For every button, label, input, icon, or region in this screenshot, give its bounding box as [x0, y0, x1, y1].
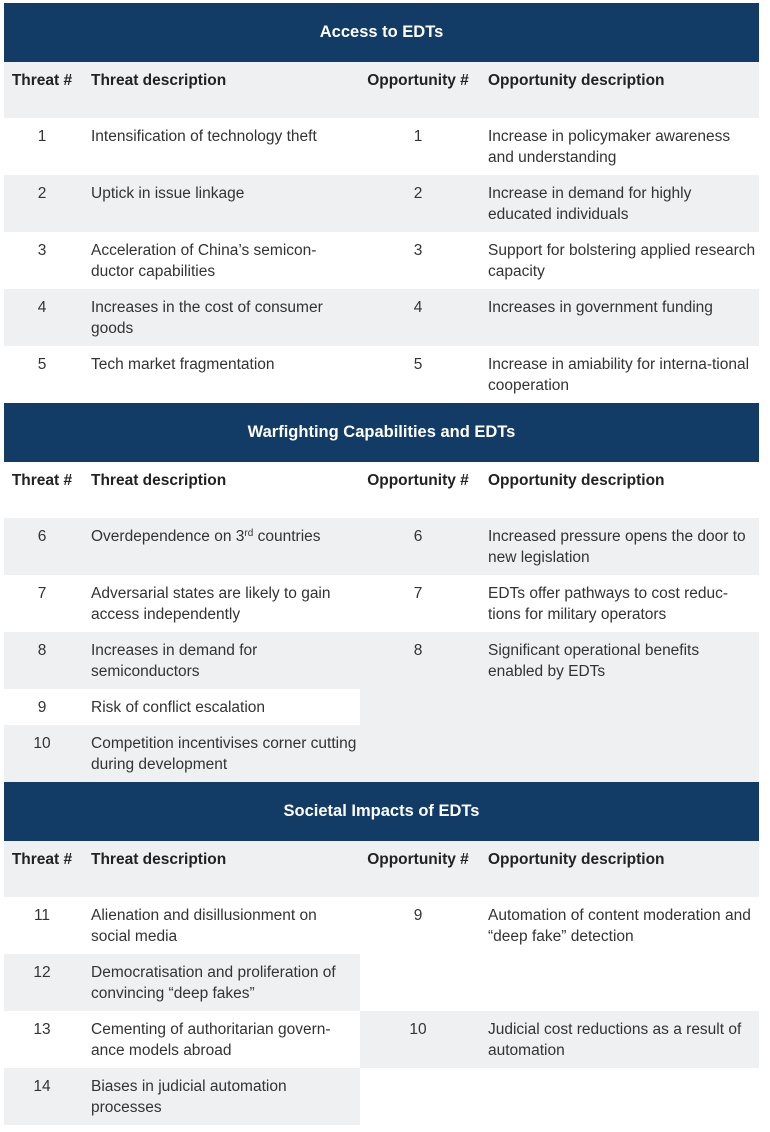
threat-description: Tech market fragmentation	[91, 356, 275, 373]
threat-number: 5	[37, 356, 47, 373]
opportunity-number-header: Opportunity #	[367, 72, 469, 89]
threat-description: Biases in judicial automation processes	[91, 1078, 287, 1116]
column-header-row	[4, 841, 759, 897]
opportunity-number: 2	[413, 185, 423, 202]
opportunity-description: Automation of content moderation and “deep fake” detection	[488, 907, 751, 945]
table-row	[4, 346, 759, 403]
opportunity-number-header: Opportunity #	[367, 851, 469, 868]
opportunity-description: Increased pressure opens the door to new legislation	[488, 528, 746, 566]
threat-number: 14	[33, 1078, 51, 1095]
opportunity-description: Significant operational benefits enabled by EDTs	[488, 642, 700, 680]
table-row	[4, 632, 759, 689]
table-row	[4, 232, 759, 289]
opportunity-description: Increase in amiability for interna-tional cooperation	[488, 356, 750, 394]
table-row	[4, 289, 759, 346]
opportunity-number: 10	[409, 1021, 427, 1038]
opportunity-number: 3	[413, 242, 423, 259]
threat-number: 8	[37, 642, 47, 659]
threat-number: 7	[37, 585, 47, 602]
threat-description-header: Threat description	[91, 72, 227, 89]
column-header-row	[4, 462, 759, 518]
opportunity-description: Increase in demand for highly educated individuals	[488, 185, 692, 223]
opportunity-number: 9	[413, 907, 423, 924]
section-header-access: Access to EDTs	[4, 3, 759, 62]
threat-number: 4	[37, 299, 47, 316]
opportunity-description: Increases in government funding	[488, 299, 713, 316]
threat-description: Uptick in issue linkage	[91, 185, 245, 202]
opportunity-description: Increase in policymaker awareness and understanding	[488, 128, 731, 166]
threat-number-header: Threat #	[11, 851, 73, 868]
threat-number: 1	[37, 128, 47, 145]
threat-description-header: Threat description	[91, 851, 227, 868]
column-header-row	[4, 62, 759, 118]
threat-description: Democratisation and proliferation of convincing “deep fakes”	[91, 964, 336, 1002]
opportunity-number: 4	[413, 299, 423, 316]
threat-number: 2	[37, 185, 47, 202]
threat-number: 13	[33, 1021, 51, 1038]
table-row	[4, 575, 759, 632]
threat-number: 9	[37, 699, 47, 716]
table-row	[4, 954, 759, 1011]
section-header-warfighting: Warfighting Capabilities and EDTs	[4, 403, 759, 462]
opportunity-description: Judicial cost reductions as a result of automation	[488, 1021, 742, 1059]
table-row	[4, 725, 759, 782]
threat-description: Risk of conflict escalation	[91, 699, 266, 716]
threat-description: Increases in demand for semiconductors	[91, 642, 258, 680]
opportunity-description: EDTs offer pathways to cost reduc-tions for military operators	[488, 585, 729, 623]
opportunity-description: Support for bolstering applied research capacity	[488, 242, 756, 280]
table-row	[4, 1068, 759, 1125]
threat-description: Intensification of technology theft	[91, 128, 317, 145]
threat-number-header: Threat #	[11, 472, 73, 489]
table-row	[4, 689, 759, 725]
opportunity-number: 8	[413, 642, 423, 659]
table-row	[4, 175, 759, 232]
opportunity-description-header: Opportunity description	[488, 472, 665, 489]
threat-description: Competition incentivises corner cutting during development	[91, 735, 357, 773]
opportunity-number: 1	[413, 128, 423, 145]
opportunity-number-header: Opportunity #	[367, 472, 469, 489]
threat-number: 6	[37, 528, 47, 545]
threat-description: Cementing of authoritarian govern-ance models abroad	[91, 1021, 331, 1059]
threat-number: 10	[33, 735, 51, 752]
table-row	[4, 118, 759, 175]
opportunity-number: 6	[413, 528, 423, 545]
table-row	[4, 897, 759, 954]
threat-description: Acceleration of China’s semicon-ductor capabilities	[91, 242, 317, 280]
threat-description: Alienation and disillusionment on social media	[91, 907, 317, 945]
opportunity-number: 5	[413, 356, 423, 373]
edt-threats-opportunities-table	[4, 3, 759, 1125]
threat-number: 3	[37, 242, 47, 259]
table-row	[4, 518, 759, 575]
opportunity-number: 7	[413, 585, 423, 602]
table-row	[4, 1011, 759, 1068]
threat-number: 12	[33, 964, 51, 981]
threat-description: Overdependence on 3rd countries	[91, 528, 321, 545]
threat-description: Adversarial states are likely to gain access independently	[91, 585, 331, 623]
section-header-societal: Societal Impacts of EDTs	[4, 782, 759, 841]
threat-description: Increases in the cost of consumer goods	[91, 299, 323, 337]
opportunity-description-header: Opportunity description	[488, 851, 665, 868]
threat-number-header: Threat #	[11, 72, 73, 89]
threat-number: 11	[33, 907, 51, 924]
opportunity-description-header: Opportunity description	[488, 72, 665, 89]
threat-description-header: Threat description	[91, 472, 227, 489]
